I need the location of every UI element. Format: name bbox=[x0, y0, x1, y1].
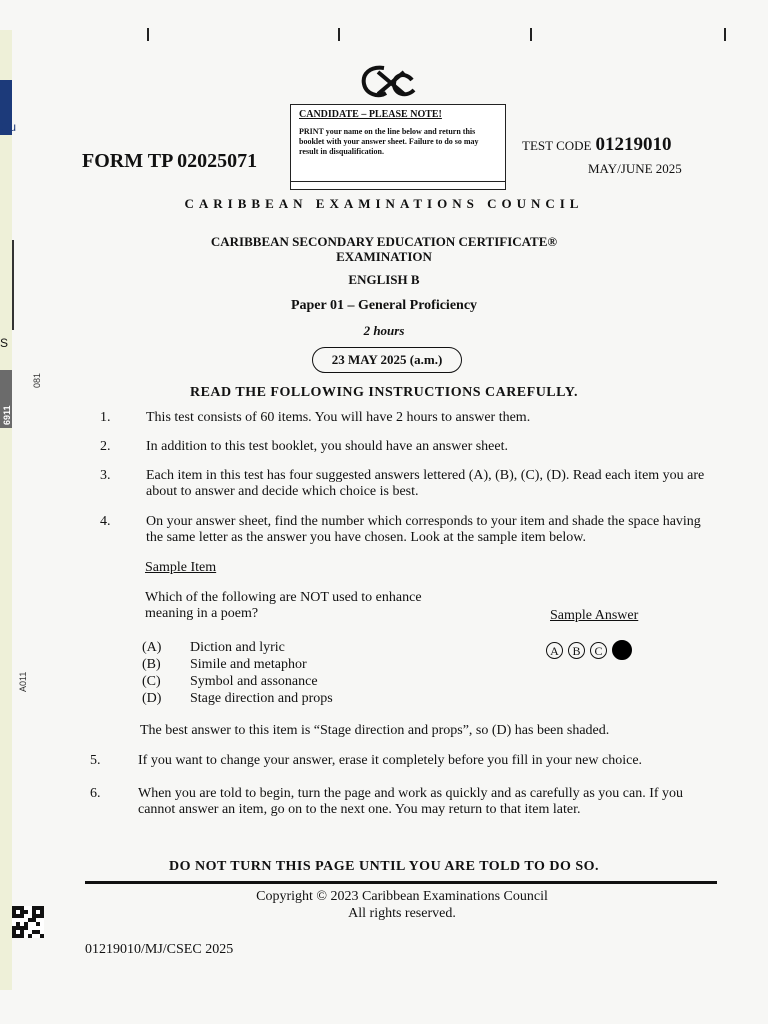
subject-title: ENGLISH B bbox=[348, 272, 420, 287]
exam-date-badge: 23 MAY 2025 (a.m.) bbox=[312, 347, 462, 373]
answer-bubble-d-shaded bbox=[612, 640, 632, 660]
certificate-title: CARIBBEAN SECONDARY EDUCATION CERTIFICATE® bbox=[210, 234, 558, 249]
sample-explanation: The best answer to this item is “Stage direction and props”, so (D) has been shaded. bbox=[140, 723, 610, 738]
answer-bubble-c: C bbox=[590, 642, 607, 659]
form-code: FORM TP 02025071 bbox=[82, 150, 258, 172]
notice-name-line bbox=[291, 181, 505, 182]
instruction-text: This test consists of 60 items. You will have 2 hours to answer them. bbox=[146, 410, 531, 425]
answer-bubble-a: A bbox=[546, 642, 563, 659]
option-letter: (A) bbox=[142, 640, 162, 655]
sample-answer-bubbles bbox=[546, 640, 637, 660]
exam-duration: 2 hours bbox=[363, 323, 405, 338]
footer-rule bbox=[85, 881, 717, 884]
notice-title: CANDIDATE – PLEASE NOTE! bbox=[299, 109, 442, 120]
candidate-notice-box bbox=[290, 104, 506, 190]
edge-label-s: S bbox=[0, 336, 9, 350]
instruction-number: 3. bbox=[100, 468, 111, 483]
sample-item-heading: Sample Item bbox=[145, 560, 217, 575]
sample-answer-heading: Sample Answer bbox=[550, 608, 639, 623]
option-letter: (C) bbox=[142, 674, 161, 689]
option-text: Symbol and assonance bbox=[190, 674, 318, 689]
document-code: 01219010/MJ/CSEC 2025 bbox=[85, 942, 234, 957]
instruction-text: Each item in this test has four suggested answers lettered (A), (B), (C), (D). Read each item you are about to answer and decide which choice is best. bbox=[146, 468, 705, 499]
rights-line: All rights reserved. bbox=[348, 906, 456, 921]
answer-bubble-b: B bbox=[568, 642, 585, 659]
instruction-text: On your answer sheet, find the number which corresponds to your item and shade the space having the same letter as the answer you have chosen. Look at the sample item below. bbox=[146, 514, 701, 545]
test-code-label: TEST CODE bbox=[522, 138, 592, 153]
edge-label-qu: Qu bbox=[0, 120, 17, 134]
option-text: Simile and metaphor bbox=[190, 657, 307, 672]
instruction-number: 1. bbox=[100, 410, 111, 425]
option-text: Diction and lyric bbox=[190, 640, 285, 655]
exam-session: MAY/JUNE 2025 bbox=[588, 161, 682, 176]
option-letter: (B) bbox=[142, 657, 161, 672]
council-name: CARIBBEAN EXAMINATIONS COUNCIL bbox=[184, 196, 584, 211]
registration-tick bbox=[338, 28, 340, 41]
certificate-subtitle: EXAMINATION bbox=[336, 249, 432, 264]
option-letter: (D) bbox=[142, 691, 162, 706]
cxc-logo bbox=[356, 60, 420, 102]
registration-tick bbox=[147, 28, 149, 41]
sample-question-line1: Which of the following are NOT used to enhance bbox=[145, 590, 422, 605]
instruction-text: In addition to this test booklet, you should have an answer sheet. bbox=[146, 439, 508, 454]
sample-question-line2: meaning in a poem? bbox=[145, 606, 259, 621]
instruction-number: 6. bbox=[90, 786, 101, 801]
instruction-number: 2. bbox=[100, 439, 111, 454]
edge-label-081: 081 bbox=[32, 372, 42, 388]
edge-label-6911: 6911 bbox=[2, 405, 12, 425]
instructions-heading: READ THE FOLLOWING INSTRUCTIONS CAREFULLY. bbox=[189, 385, 579, 400]
paper-title: Paper 01 – General Proficiency bbox=[290, 298, 478, 313]
left-edge-strip bbox=[0, 30, 12, 990]
option-text: Stage direction and props bbox=[190, 691, 333, 706]
test-code-block bbox=[522, 134, 671, 156]
instruction-text: When you are told to begin, turn the page and work as quickly and as carefully as you can. If you cannot answer an item, go on to the next one. You may return to that item later. bbox=[138, 786, 684, 817]
test-code: 01219010 bbox=[595, 134, 672, 155]
qr-code bbox=[12, 906, 44, 938]
registration-tick bbox=[530, 28, 532, 41]
notice-body: PRINT your name on the line below and return this booklet with your answer sheet. Failure to do so may result in disqualification. bbox=[299, 127, 479, 156]
copyright-line: Copyright © 2023 Caribbean Examinations Council bbox=[256, 889, 548, 904]
instruction-number: 5. bbox=[90, 753, 101, 768]
do-not-turn-warning: DO NOT TURN THIS PAGE UNTIL YOU ARE TOLD TO DO SO. bbox=[168, 859, 600, 874]
registration-tick bbox=[724, 28, 726, 41]
instruction-number: 4. bbox=[100, 514, 111, 529]
instruction-text: If you want to change your answer, erase it completely before you fill in your new choice. bbox=[138, 753, 643, 768]
edge-label-a011: A011 bbox=[18, 671, 28, 692]
